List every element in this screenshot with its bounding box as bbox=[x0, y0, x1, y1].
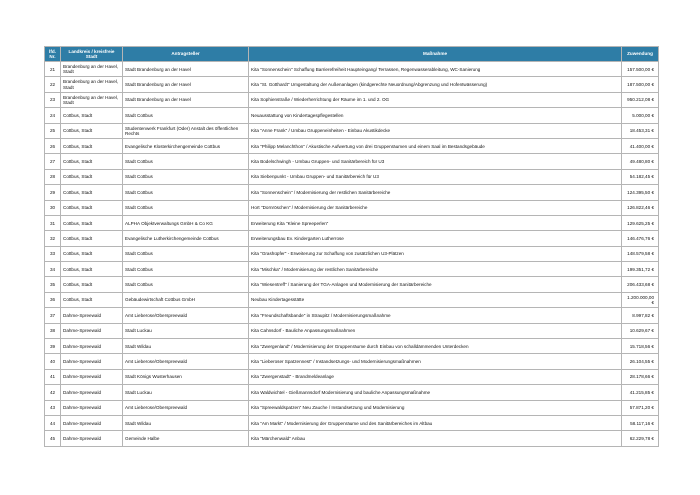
cell-nr: 22 bbox=[45, 77, 61, 92]
table-row bbox=[45, 369, 659, 384]
cell-massnahme: Kita "Sonnenschein" Schaffung Barrierefreiheit Haupteingang/ Terrassen, Regenwasserableitung, WC-Sanierung bbox=[249, 62, 622, 77]
cell-zuwendung: 41.215,85 € bbox=[622, 385, 659, 400]
cell-kreis: Cottbus, Stadt bbox=[61, 215, 123, 230]
cell-antragsteller: Evangelische Klosterkirchengemeinde Cottbus bbox=[123, 138, 249, 153]
cell-antragsteller: Stadt Cottbus bbox=[123, 277, 249, 292]
cell-kreis: Brandenburg an der Havel, Stadt bbox=[61, 77, 123, 92]
cell-zuwendung: 41.400,00 € bbox=[622, 138, 659, 153]
cell-antragsteller: Gemeinde Halbe bbox=[123, 431, 249, 446]
cell-nr: 35 bbox=[45, 277, 61, 292]
cell-nr: 31 bbox=[45, 215, 61, 230]
cell-kreis: Dahme-Spreewald bbox=[61, 415, 123, 430]
cell-massnahme: Erweiterungsbau Ev. Kindergarten Lutherrose bbox=[249, 231, 622, 246]
cell-nr: 39 bbox=[45, 339, 61, 354]
cell-kreis: Dahme-Spreewald bbox=[61, 308, 123, 323]
cell-massnahme: Kita Siebenpunkt - Umbau Gruppen- und Sanitärbereich für U3 bbox=[249, 169, 622, 184]
cell-massnahme: Kita Waldwichtel - Gießmannsdorf Modernisierung und bauliche Anpassungsmaßnahme bbox=[249, 385, 622, 400]
table-row bbox=[45, 231, 659, 246]
table-row bbox=[45, 62, 659, 77]
cell-massnahme: Neuausstattung von Kindertagespflegestellen bbox=[249, 108, 622, 123]
cell-zuwendung: 15.718,56 € bbox=[622, 339, 659, 354]
cell-nr: 29 bbox=[45, 185, 61, 200]
cell-nr: 40 bbox=[45, 354, 61, 369]
funding-table-sheet bbox=[44, 46, 658, 447]
table-row bbox=[45, 169, 659, 184]
table-row bbox=[45, 415, 659, 430]
cell-kreis: Cottbus, Stadt bbox=[61, 231, 123, 246]
cell-massnahme: Kita "Zwergenland" / Modernisierung der Gruppenräume durch Einbau von schalldämmenden Unterdecken bbox=[249, 339, 622, 354]
cell-massnahme: Kita "Wiesentreff" / Sanierung der TGA-Anlagen und Modernisierung der Sanitärbereiche bbox=[249, 277, 622, 292]
cell-nr: 23 bbox=[45, 92, 61, 107]
cell-antragsteller: Evangelische Lutherkirchengemeinde Cottbus bbox=[123, 231, 249, 246]
cell-kreis: Cottbus, Stadt bbox=[61, 277, 123, 292]
cell-zuwendung: 1.200.000,00 € bbox=[622, 292, 659, 307]
cell-kreis: Dahme-Spreewald bbox=[61, 339, 123, 354]
cell-kreis: Dahme-Spreewald bbox=[61, 385, 123, 400]
cell-massnahme: Kita Cahnsdorf - Bauliche Anpassungsmaßnahmen bbox=[249, 323, 622, 338]
column-header-zuwendung: Zuwendung bbox=[622, 47, 659, 62]
cell-antragsteller: Stadt Cottbus bbox=[123, 169, 249, 184]
cell-antragsteller: Stadt Wildau bbox=[123, 339, 249, 354]
cell-kreis: Cottbus, Stadt bbox=[61, 123, 123, 138]
cell-kreis: Cottbus, Stadt bbox=[61, 262, 123, 277]
cell-zuwendung: 54.182,45 € bbox=[622, 169, 659, 184]
cell-kreis: Cottbus, Stadt bbox=[61, 246, 123, 261]
cell-zuwendung: 187.500,00 € bbox=[622, 77, 659, 92]
cell-kreis: Cottbus, Stadt bbox=[61, 200, 123, 215]
cell-zuwendung: 129.625,25 € bbox=[622, 215, 659, 230]
table-row bbox=[45, 77, 659, 92]
cell-kreis: Cottbus, Stadt bbox=[61, 154, 123, 169]
cell-antragsteller: Stadt Cottbus bbox=[123, 154, 249, 169]
cell-massnahme: Kita "Am Markt" / Modernisierung der Gruppenräume und des Sanitärbereiches im Altbau bbox=[249, 415, 622, 430]
cell-antragsteller: ALPHA Objektverwaltungs GmbH & Co KG bbox=[123, 215, 249, 230]
cell-antragsteller: Stadt Cottbus bbox=[123, 246, 249, 261]
table-row bbox=[45, 123, 659, 138]
cell-massnahme: Kita "Märchenwald" Anbau bbox=[249, 431, 622, 446]
cell-kreis: Cottbus, Stadt bbox=[61, 138, 123, 153]
cell-massnahme: Kita "St. Gotthardt" Umgestaltung der Außenanlagen (kindgerechte Neuordnung/Abgrenzung und Hofentwässerung) bbox=[249, 77, 622, 92]
table-row bbox=[45, 339, 659, 354]
cell-massnahme: Kita "Lieberoser Spatzennest" / Instandsetzungs- und Modernisierungsmaßnahmen bbox=[249, 354, 622, 369]
cell-massnahme: Kita "Sonnenschein" / Modernisierung der restlichen Sanitärbereiche bbox=[249, 185, 622, 200]
column-header-kreis: Landkreis / kreisfreie Stadt bbox=[61, 47, 123, 62]
cell-antragsteller: Gebäudewirtschaft Cottbus GmbH bbox=[123, 292, 249, 307]
table-row bbox=[45, 185, 659, 200]
cell-zuwendung: 157.500,00 € bbox=[622, 62, 659, 77]
table-row bbox=[45, 92, 659, 107]
table-row bbox=[45, 431, 659, 446]
cell-antragsteller: Stadt Luckau bbox=[123, 323, 249, 338]
cell-kreis: Dahme-Spreewald bbox=[61, 369, 123, 384]
cell-zuwendung: 10.629,67 € bbox=[622, 323, 659, 338]
table-row bbox=[45, 246, 659, 261]
cell-kreis: Cottbus, Stadt bbox=[61, 169, 123, 184]
cell-massnahme: Erweiterung Kita "Kleine Spreeperlen" bbox=[249, 215, 622, 230]
cell-kreis: Dahme-Spreewald bbox=[61, 400, 123, 415]
cell-zuwendung: 950.212,08 € bbox=[622, 92, 659, 107]
cell-kreis: Cottbus, Stadt bbox=[61, 292, 123, 307]
table-row bbox=[45, 262, 659, 277]
table-row bbox=[45, 108, 659, 123]
cell-massnahme: Kita "Philipp Melanchthon" / Akustische Aufwertung von drei Gruppenräumen und einem Saal im Bestandsgebäude bbox=[249, 138, 622, 153]
table-row bbox=[45, 277, 659, 292]
cell-zuwendung: 26.104,55 € bbox=[622, 354, 659, 369]
cell-massnahme: Kita Sophienstraße / Wiederherrichtung der Räume im 1. und 2. OG bbox=[249, 92, 622, 107]
cell-zuwendung: 124.395,50 € bbox=[622, 185, 659, 200]
cell-zuwendung: 57.871,20 € bbox=[622, 400, 659, 415]
cell-antragsteller: Stadt Brandenburg an der Havel bbox=[123, 92, 249, 107]
table-body bbox=[45, 62, 659, 447]
cell-nr: 26 bbox=[45, 138, 61, 153]
cell-zuwendung: 146.476,76 € bbox=[622, 231, 659, 246]
table-header-row bbox=[45, 47, 659, 62]
cell-kreis: Brandenburg an der Havel, Stadt bbox=[61, 62, 123, 77]
cell-antragsteller: Amt Lieberose/Oberspreewald bbox=[123, 308, 249, 323]
cell-nr: 43 bbox=[45, 400, 61, 415]
cell-massnahme: Kita "Spreewaldspatzen" Neu Zauche / Instandsetzung und Modernisierung bbox=[249, 400, 622, 415]
cell-massnahme: Kita Bodelschwingh - Umbau Gruppen- und Sanitärbereich für U3 bbox=[249, 154, 622, 169]
cell-antragsteller: Stadt Königs Wusterhausen bbox=[123, 369, 249, 384]
cell-antragsteller: Amt Lieberose/Oberspreewald bbox=[123, 354, 249, 369]
table-row bbox=[45, 400, 659, 415]
cell-antragsteller: Stadt Cottbus bbox=[123, 262, 249, 277]
cell-nr: 42 bbox=[45, 385, 61, 400]
cell-antragsteller: Stadt Luckau bbox=[123, 385, 249, 400]
cell-nr: 24 bbox=[45, 108, 61, 123]
cell-nr: 34 bbox=[45, 262, 61, 277]
column-header-nr: lfd. Nr. bbox=[45, 47, 61, 62]
table-row bbox=[45, 385, 659, 400]
table-row bbox=[45, 138, 659, 153]
cell-antragsteller: Amt Lieberose/Oberspreewald bbox=[123, 400, 249, 415]
cell-antragsteller: Studentenwerk Frankfurt (Oder) Anstalt des öffentlichen Rechts bbox=[123, 123, 249, 138]
funding-table bbox=[44, 46, 659, 447]
table-row bbox=[45, 354, 659, 369]
cell-kreis: Cottbus, Stadt bbox=[61, 108, 123, 123]
cell-nr: 32 bbox=[45, 231, 61, 246]
cell-antragsteller: Stadt Cottbus bbox=[123, 200, 249, 215]
cell-zuwendung: 126.822,46 € bbox=[622, 200, 659, 215]
cell-massnahme: Kita "Anne Frank" / Umbau Gruppeneinheiten - Einbau Akustikdecke bbox=[249, 123, 622, 138]
cell-nr: 37 bbox=[45, 308, 61, 323]
cell-nr: 27 bbox=[45, 154, 61, 169]
cell-massnahme: Kita "Zwergenstadt" - Brandmeldeanlage bbox=[249, 369, 622, 384]
cell-nr: 44 bbox=[45, 415, 61, 430]
cell-zuwendung: 58.117,16 € bbox=[622, 415, 659, 430]
cell-kreis: Dahme-Spreewald bbox=[61, 323, 123, 338]
column-header-massnahme: Maßnahme bbox=[249, 47, 622, 62]
cell-nr: 45 bbox=[45, 431, 61, 446]
cell-kreis: Dahme-Spreewald bbox=[61, 431, 123, 446]
cell-massnahme: Kita "Mischka" / Modernisierung der restlichen Sanitärbereiche bbox=[249, 262, 622, 277]
cell-zuwendung: 206.433,68 € bbox=[622, 277, 659, 292]
cell-nr: 38 bbox=[45, 323, 61, 338]
table-row bbox=[45, 292, 659, 307]
cell-nr: 33 bbox=[45, 246, 61, 261]
table-row bbox=[45, 323, 659, 338]
column-header-antragsteller: Antragsteller bbox=[123, 47, 249, 62]
cell-zuwendung: 199.351,72 € bbox=[622, 262, 659, 277]
cell-nr: 30 bbox=[45, 200, 61, 215]
cell-zuwendung: 18.453,31 € bbox=[622, 123, 659, 138]
table-row bbox=[45, 200, 659, 215]
cell-nr: 25 bbox=[45, 123, 61, 138]
cell-kreis: Cottbus, Stadt bbox=[61, 185, 123, 200]
cell-massnahme: Kita "Freundschaftsbande" in Straupitz / Modernisierungsmaßnahme bbox=[249, 308, 622, 323]
cell-zuwendung: 49.480,80 € bbox=[622, 154, 659, 169]
cell-antragsteller: Stadt Brandenburg an der Havel bbox=[123, 77, 249, 92]
cell-massnahme: Neubau Kindertagesstätte bbox=[249, 292, 622, 307]
cell-antragsteller: Stadt Cottbus bbox=[123, 108, 249, 123]
cell-kreis: Brandenburg an der Havel, Stadt bbox=[61, 92, 123, 107]
cell-antragsteller: Stadt Brandenburg an der Havel bbox=[123, 62, 249, 77]
cell-zuwendung: 62.229,78 € bbox=[622, 431, 659, 446]
cell-nr: 28 bbox=[45, 169, 61, 184]
cell-nr: 36 bbox=[45, 292, 61, 307]
cell-zuwendung: 28.178,66 € bbox=[622, 369, 659, 384]
cell-zuwendung: 5.000,00 € bbox=[622, 108, 659, 123]
table-row bbox=[45, 308, 659, 323]
cell-nr: 21 bbox=[45, 62, 61, 77]
cell-zuwendung: 8.997,82 € bbox=[622, 308, 659, 323]
cell-zuwendung: 148.579,58 € bbox=[622, 246, 659, 261]
cell-kreis: Dahme-Spreewald bbox=[61, 354, 123, 369]
cell-antragsteller: Stadt Cottbus bbox=[123, 185, 249, 200]
cell-nr: 41 bbox=[45, 369, 61, 384]
cell-massnahme: Hort "Dornröschen" / Modernisierung der Sanitärbereiche bbox=[249, 200, 622, 215]
table-row bbox=[45, 154, 659, 169]
table-row bbox=[45, 215, 659, 230]
cell-antragsteller: Stadt Wildau bbox=[123, 415, 249, 430]
cell-massnahme: Kita "Grashüpfer" - Erweiterung zur Schaffung von zusätzlichen U3-Plätzen bbox=[249, 246, 622, 261]
